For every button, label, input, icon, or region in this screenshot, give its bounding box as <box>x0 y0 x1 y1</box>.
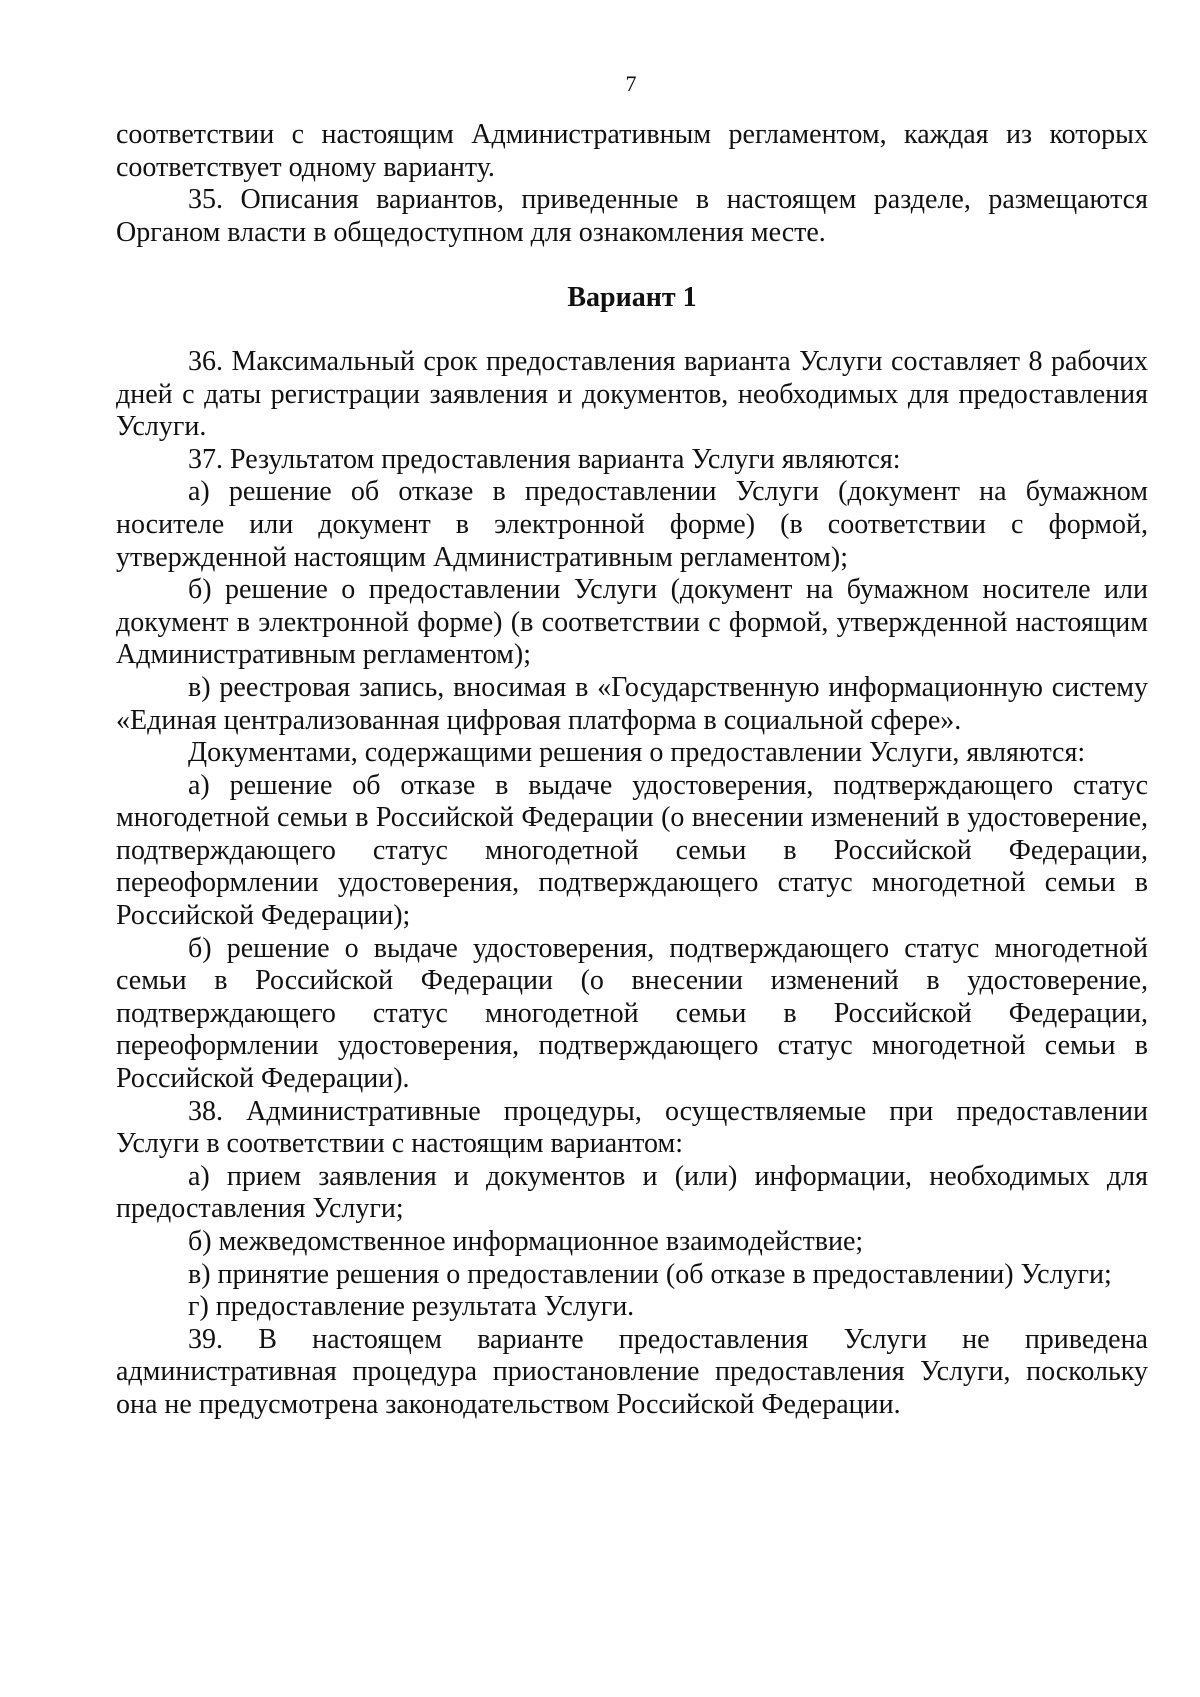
paragraph-documents: Документами, содержащими решения о предоставлении Услуги, являются: <box>188 737 1086 769</box>
paragraph-documents-b: б) решение о выдаче удостоверения, подтверждающего статус многодетной семьи в Российской Федерации (о внесении изменений в удостоверение, подтверждающего статус многодетной семьи в Российской Федерации, переоформлении удостоверения, подтверждающего статус многодетной семьи в Российской Федерации). <box>116 932 1148 1095</box>
paragraph-37: 37. Результатом предоставления варианта Услуги являются: <box>188 443 901 475</box>
paragraph-37-a: а) решение об отказе в предоставлении Услуги (документ на бумажном носителе или документ в электронной форме) (в соответствии с формой, утвержденной настоящим Административным регламентом); <box>116 476 1148 573</box>
paragraph-38-g: г) предоставление результата Услуги. <box>188 1291 635 1323</box>
paragraph-documents-a: а) решение об отказе в выдаче удостоверения, подтверждающего статус многодетной семьи в Российской Федерации (о внесении изменений в удостоверение, подтверждающего статус многодетной семьи в Российской Федерации, переоформлении удостоверения, подтверждающего статус многодетной семьи в Российской Федерации); <box>116 769 1148 932</box>
paragraph-37-v: в) реестровая запись, вносимая в «Государственную информационную систему «Единая централизованная цифровая платформа в социальной сфере». <box>116 671 1148 736</box>
paragraph-35: 35. Описания вариантов, приведенные в настоящем разделе, размещаются Органом власти в общедоступном для ознакомления месте. <box>116 184 1148 248</box>
paragraph-continuation: соответствии с настоящим Административным регламентом, каждая из которых соответствует одному варианту. <box>116 119 1148 183</box>
section-heading: Вариант 1 <box>567 282 697 314</box>
paragraph-39: 39. В настоящем варианте предоставления Услуги не приведена административная процедура приостановление предоставления Услуги, поскольку она не предусмотрена законодательством Российской Федерации. <box>116 1323 1148 1420</box>
paragraph-38: 38. Административные процедуры, осуществляемые при предоставлении Услуги в соответствии с настоящим вариантом: <box>116 1095 1148 1160</box>
paragraph-38-v: в) принятие решения о предоставлении (об отказе в предоставлении) Услуги; <box>188 1258 1112 1290</box>
document-body <box>116 119 1148 1422</box>
paragraph-37-b: б) решение о предоставлении Услуги (документ на бумажном носителе или документ в электронной форме) (в соответствии с формой, утвержденной настоящим Административным регламентом); <box>116 574 1148 671</box>
paragraph-36: 36. Максимальный срок предоставления варианта Услуги составляет 8 рабочих дней с даты регистрации заявления и документов, необходимых для предоставления Услуги. <box>116 345 1148 443</box>
paragraph-38-b: б) межведомственное информационное взаимодействие; <box>188 1226 864 1257</box>
page-number: 7 <box>625 71 637 96</box>
paragraph-38-a: а) прием заявления и документов и (или) информации, необходимых для предоставления Услуги; <box>116 1160 1148 1225</box>
